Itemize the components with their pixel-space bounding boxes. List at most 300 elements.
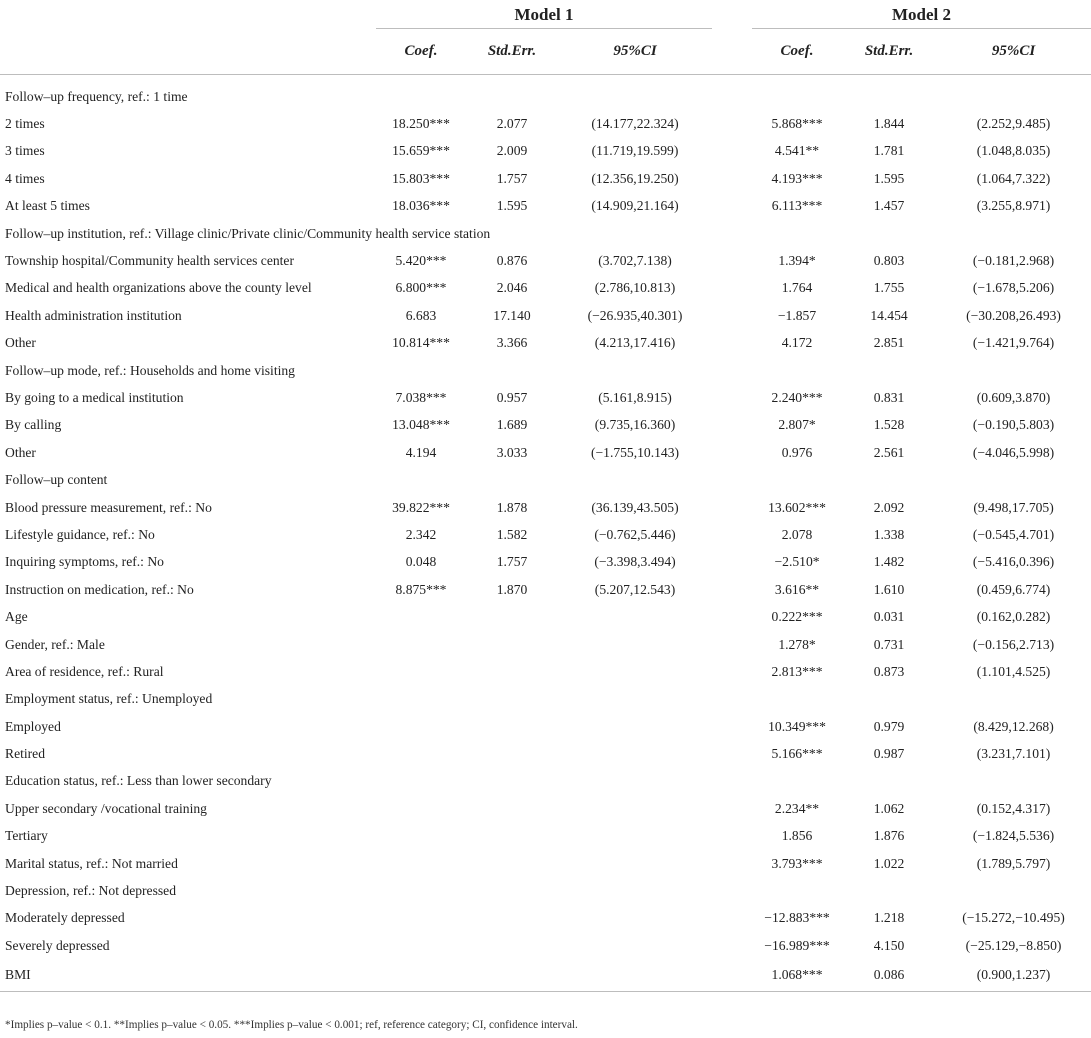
model2-coef: 6.113*** — [771, 198, 823, 214]
model2-stderr — [842, 75, 936, 111]
model2-ci: (−5.416,0.396) — [972, 554, 1055, 570]
column-gap — [712, 247, 752, 274]
model2-ci: (0.609,3.870) — [976, 389, 1051, 405]
model1-stderr-header: Std.Err. — [466, 29, 558, 75]
model2-ci — [936, 686, 1091, 713]
model2-coef: 4.541** — [774, 143, 820, 159]
column-gap — [712, 823, 752, 850]
model2-stderr: 1.062 — [873, 800, 905, 816]
model2-ci: (−25.129,−8.850) — [965, 937, 1062, 953]
row-label: Health administration institution — [5, 307, 182, 323]
model2-stderr: 1.338 — [873, 526, 905, 542]
model2-coef: 4.172 — [781, 335, 813, 351]
table-row — [0, 877, 1091, 904]
model2-stderr — [842, 877, 936, 904]
table-row — [0, 247, 1091, 274]
model2-coef: 3.616** — [774, 581, 820, 597]
model2-stderr — [842, 220, 936, 247]
table-row — [0, 960, 1091, 992]
model2-ci: (2.252,9.485) — [976, 116, 1051, 132]
table-footnote: *Implies p–value < 0.1. **Implies p–value < 0.05. ***Implies p–value < 0.001; ref, reference category; CI, confidence interval. — [5, 1019, 578, 1031]
column-gap — [712, 850, 752, 877]
model1-ci — [558, 932, 712, 959]
model2-stderr-header: Std.Err. — [842, 29, 936, 75]
table-row — [0, 330, 1091, 357]
model1-stderr: 1.595 — [496, 198, 528, 214]
model2-stderr: 1.610 — [873, 581, 905, 597]
model1-header: Model 1 — [376, 0, 712, 29]
model2-coef: 13.602*** — [768, 499, 826, 515]
column-gap — [712, 193, 752, 220]
row-label: Follow–up content — [5, 472, 108, 488]
model2-stderr: 0.979 — [873, 718, 905, 734]
model2-stderr: 2.092 — [873, 499, 905, 515]
model1-ci — [558, 823, 712, 850]
model1-ci — [558, 631, 712, 658]
model2-coef: 1.068*** — [752, 960, 842, 992]
table-row — [0, 631, 1091, 658]
table-row — [0, 220, 1091, 247]
model2-stderr — [842, 357, 936, 384]
model1-ci — [558, 658, 712, 685]
model1-coef: 18.250*** — [392, 116, 450, 132]
column-gap — [712, 412, 752, 439]
model1-ci: (−26.935,40.301) — [587, 307, 683, 323]
model1-coef: 2.342 — [405, 526, 437, 542]
model1-ci — [558, 713, 712, 740]
model1-ci — [558, 905, 712, 932]
model2-ci: (3.255,8.971) — [976, 198, 1051, 214]
model1-coef — [376, 658, 466, 685]
model2-coef: 1.278* — [778, 636, 816, 652]
model2-coef: −16.989*** — [764, 937, 830, 953]
table-row — [0, 302, 1091, 329]
model1-coef — [376, 713, 466, 740]
header-blank — [0, 0, 376, 29]
model1-stderr — [466, 686, 558, 713]
model1-coef — [376, 905, 466, 932]
row-label: Marital status, ref.: Not married — [5, 855, 178, 871]
model1-coef: 5.420*** — [395, 253, 447, 269]
column-gap — [712, 658, 752, 685]
model2-ci: (1.101,4.525) — [976, 663, 1051, 679]
model1-ci: (12.356,19.250) — [591, 170, 679, 186]
model1-stderr: 1.757 — [496, 170, 528, 186]
model2-ci: (1.789,5.797) — [976, 855, 1051, 871]
model1-coef: 6.800*** — [395, 280, 447, 296]
model2-ci — [936, 75, 1091, 111]
model2-ci: (0.459,6.774) — [976, 581, 1051, 597]
model1-coef: 13.048*** — [392, 417, 450, 433]
table-row — [0, 193, 1091, 220]
model1-stderr: 0.876 — [496, 253, 528, 269]
model2-coef — [752, 75, 842, 111]
model1-coef: 39.822*** — [392, 499, 450, 515]
model1-ci — [558, 740, 712, 767]
model1-stderr — [466, 795, 558, 822]
table-row — [0, 110, 1091, 137]
model1-stderr — [466, 740, 558, 767]
model2-coef: 5.166*** — [771, 746, 823, 762]
model1-ci: (14.177,22.324) — [591, 116, 679, 132]
column-gap — [712, 330, 752, 357]
model2-ci: (0.900,1.237) — [936, 960, 1091, 992]
model2-ci: (−0.545,4.701) — [972, 526, 1055, 542]
model2-ci: (−4.046,5.998) — [972, 444, 1055, 460]
model1-coef: 10.814*** — [392, 335, 450, 351]
model1-stderr: 2.046 — [496, 280, 528, 296]
model1-stderr — [466, 905, 558, 932]
row-label: Area of residence, ref.: Rural — [5, 663, 164, 679]
column-gap — [712, 384, 752, 411]
model2-stderr: 0.987 — [873, 746, 905, 762]
model1-coef — [376, 932, 466, 959]
model1-stderr — [466, 877, 558, 904]
header-blank — [0, 29, 376, 75]
model2-coef: 3.793*** — [771, 855, 823, 871]
column-gap — [712, 494, 752, 521]
row-label: At least 5 times — [5, 198, 90, 214]
column-gap — [712, 713, 752, 740]
model1-coef — [376, 357, 466, 384]
model1-stderr: 3.366 — [496, 335, 528, 351]
model2-stderr: 0.031 — [873, 609, 905, 625]
model1-coef — [376, 740, 466, 767]
model1-coef — [376, 823, 466, 850]
model1-coef: 15.803*** — [392, 170, 450, 186]
model1-stderr — [466, 603, 558, 630]
table-row — [0, 165, 1091, 192]
column-gap — [712, 466, 752, 493]
table-row — [0, 357, 1091, 384]
model2-ci — [936, 877, 1091, 904]
model1-ci — [558, 686, 712, 713]
model2-stderr: 0.731 — [873, 636, 905, 652]
table-row — [0, 466, 1091, 493]
table-row — [0, 75, 1091, 111]
row-label: 4 times — [5, 170, 45, 186]
row-label: Lifestyle guidance, ref.: No — [5, 526, 155, 542]
row-label: Depression, ref.: Not depressed — [5, 883, 177, 899]
model1-stderr: 1.870 — [496, 581, 528, 597]
model2-stderr: 2.561 — [873, 444, 905, 460]
table-row — [0, 795, 1091, 822]
model1-ci: (2.786,10.813) — [594, 280, 676, 296]
model2-ci: (−1.421,9.764) — [972, 335, 1055, 351]
row-label: Blood pressure measurement, ref.: No — [5, 499, 212, 515]
model1-ci — [558, 960, 712, 992]
table-row — [0, 658, 1091, 685]
model1-ci — [558, 357, 712, 384]
model1-stderr — [466, 713, 558, 740]
model2-coef: 4.193*** — [771, 170, 823, 186]
model1-stderr: 17.140 — [493, 307, 531, 323]
model1-ci — [558, 877, 712, 904]
model2-coef — [752, 768, 842, 795]
model2-coef: 1.394* — [778, 253, 816, 269]
column-gap — [712, 795, 752, 822]
model2-coef: 2.234** — [774, 800, 820, 816]
model2-ci: (−15.272,−10.495) — [962, 910, 1065, 926]
model2-ci: (0.152,4.317) — [976, 800, 1051, 816]
model1-ci — [558, 75, 712, 111]
model1-stderr: 2.009 — [496, 143, 528, 159]
model1-coef — [376, 877, 466, 904]
model2-stderr: 1.482 — [873, 554, 905, 570]
model1-coef: 7.038*** — [395, 389, 447, 405]
column-gap — [712, 932, 752, 959]
model2-ci-header: 95%CI — [936, 29, 1091, 75]
header-gap — [712, 29, 752, 75]
column-gap — [712, 75, 752, 111]
model1-ci — [558, 220, 712, 247]
column-gap — [712, 576, 752, 603]
table-row — [0, 275, 1091, 302]
model2-coef: 2.240*** — [771, 389, 823, 405]
row-label: Employed — [5, 718, 61, 734]
model1-ci: (36.139,43.505) — [591, 499, 679, 515]
table-row — [0, 521, 1091, 548]
model2-stderr: 0.803 — [873, 253, 905, 269]
model1-coef — [376, 686, 466, 713]
column-gap — [712, 905, 752, 932]
model2-coef — [752, 466, 842, 493]
model1-coef — [376, 631, 466, 658]
model2-coef: −2.510* — [774, 554, 820, 570]
model2-stderr: 0.831 — [873, 389, 905, 405]
model2-stderr: 2.851 — [873, 335, 905, 351]
model2-ci: (−1.824,5.536) — [972, 828, 1055, 844]
row-label: Other — [5, 335, 36, 351]
column-gap — [712, 439, 752, 466]
model2-stderr: 1.528 — [873, 417, 905, 433]
model2-stderr: 1.876 — [873, 828, 905, 844]
model2-coef: −1.857 — [777, 307, 817, 323]
model2-coef: 10.349*** — [768, 718, 826, 734]
model2-coef: 1.856 — [781, 828, 813, 844]
model2-coef: −12.883*** — [764, 910, 830, 926]
model1-ci: (9.735,16.360) — [594, 417, 676, 433]
column-gap — [712, 740, 752, 767]
model2-ci: (1.064,7.322) — [976, 170, 1051, 186]
table-row — [0, 384, 1091, 411]
column-gap — [712, 768, 752, 795]
column-gap — [712, 302, 752, 329]
table-row — [0, 740, 1091, 767]
row-label: Severely depressed — [5, 937, 110, 953]
model1-stderr — [466, 823, 558, 850]
row-label: Follow–up frequency, ref.: 1 time — [5, 88, 188, 104]
model1-coef — [376, 75, 466, 111]
column-gap — [712, 275, 752, 302]
table-row — [0, 576, 1091, 603]
row-label: Other — [5, 444, 36, 460]
row-label: Upper secondary /vocational training — [5, 800, 207, 816]
column-gap — [712, 110, 752, 137]
model2-stderr: 0.873 — [873, 663, 905, 679]
table-header — [0, 0, 1091, 75]
model1-stderr — [466, 357, 558, 384]
model2-stderr: 1.595 — [873, 170, 905, 186]
table-row — [0, 905, 1091, 932]
column-gap — [712, 549, 752, 576]
table-row — [0, 494, 1091, 521]
row-label: 3 times — [5, 143, 45, 159]
model2-stderr: 4.150 — [873, 937, 905, 953]
model1-ci: (−0.762,5.446) — [594, 526, 676, 542]
column-gap — [712, 138, 752, 165]
model1-ci — [558, 795, 712, 822]
model1-stderr — [466, 631, 558, 658]
model1-ci: (−1.755,10.143) — [590, 444, 680, 460]
model2-ci: (9.498,17.705) — [973, 499, 1054, 515]
model2-ci: (1.048,8.035) — [976, 143, 1051, 159]
column-gap — [712, 603, 752, 630]
model1-stderr: 1.757 — [496, 554, 528, 570]
model2-coef: 2.813*** — [771, 663, 823, 679]
model1-ci: (11.719,19.599) — [591, 143, 679, 159]
model1-stderr: 0.957 — [496, 389, 528, 405]
model2-coef: 2.078 — [781, 526, 813, 542]
table-row — [0, 823, 1091, 850]
header-gap — [712, 0, 752, 29]
row-label: By calling — [5, 417, 62, 433]
row-label: Follow–up mode, ref.: Households and home visiting — [5, 362, 295, 378]
model2-stderr — [842, 686, 936, 713]
model2-coef: 1.764 — [781, 280, 813, 296]
model1-stderr — [466, 850, 558, 877]
model1-coef — [376, 603, 466, 630]
row-label: Follow–up institution, ref.: Village clinic/Private clinic/Community health service station — [5, 225, 491, 241]
column-gap — [712, 220, 752, 247]
table-row — [0, 932, 1091, 959]
table-row — [0, 850, 1091, 877]
row-label: Gender, ref.: Male — [5, 636, 105, 652]
model1-ci — [558, 603, 712, 630]
model1-coef — [376, 850, 466, 877]
model2-coef — [752, 357, 842, 384]
model1-coef — [376, 795, 466, 822]
model1-stderr — [466, 768, 558, 795]
model2-ci — [936, 357, 1091, 384]
model1-coef: 4.194 — [405, 444, 437, 460]
column-gap — [712, 521, 752, 548]
model2-stderr: 1.755 — [873, 280, 905, 296]
column-gap — [712, 631, 752, 658]
model2-ci — [936, 220, 1091, 247]
model1-ci-header: 95%CI — [558, 29, 712, 75]
model2-stderr — [842, 466, 936, 493]
row-label: Instruction on medication, ref.: No — [5, 581, 194, 597]
model2-ci: (8.429,12.268) — [973, 718, 1054, 734]
model2-coef: 0.976 — [781, 444, 813, 460]
model1-stderr: 1.878 — [496, 499, 528, 515]
model1-stderr: 3.033 — [496, 444, 528, 460]
model2-ci — [936, 466, 1091, 493]
model1-ci — [558, 466, 712, 493]
model2-stderr: 0.086 — [842, 960, 936, 992]
model2-coef: 5.868*** — [771, 116, 823, 132]
column-gap — [712, 686, 752, 713]
table-row — [0, 686, 1091, 713]
model2-stderr: 1.022 — [873, 855, 905, 871]
model1-coef: 0.048 — [405, 554, 437, 570]
row-label: By going to a medical institution — [5, 389, 184, 405]
model1-coef: 18.036*** — [392, 198, 450, 214]
row-label: Employment status, ref.: Unemployed — [5, 691, 213, 707]
row-label: 2 times — [5, 116, 45, 132]
model1-ci — [558, 768, 712, 795]
row-label: BMI — [0, 960, 376, 992]
model2-ci: (−0.181,2.968) — [972, 253, 1055, 269]
model1-stderr — [466, 75, 558, 111]
model1-ci: (14.909,21.164) — [591, 198, 679, 214]
model1-coef-header: Coef. — [376, 29, 466, 75]
model2-stderr: 1.844 — [873, 116, 905, 132]
model1-coef — [376, 466, 466, 493]
row-label: Moderately depressed — [5, 910, 125, 926]
table-row — [0, 603, 1091, 630]
model1-ci: (5.207,12.543) — [594, 581, 676, 597]
table-row — [0, 412, 1091, 439]
column-gap — [712, 165, 752, 192]
model1-ci: (4.213,17.416) — [594, 335, 676, 351]
model2-coef — [752, 686, 842, 713]
table-row — [0, 768, 1091, 795]
model2-ci: (−0.190,5.803) — [972, 417, 1055, 433]
column-gap — [712, 877, 752, 904]
model1-ci — [558, 850, 712, 877]
column-gap — [712, 960, 752, 992]
model1-ci: (5.161,8.915) — [598, 389, 672, 405]
model1-coef — [376, 768, 466, 795]
table-row — [0, 713, 1091, 740]
model1-coef: 8.875*** — [395, 581, 447, 597]
table-row — [0, 138, 1091, 165]
table-row — [0, 549, 1091, 576]
model1-coef — [376, 960, 466, 992]
model1-stderr: 1.689 — [496, 417, 528, 433]
model2-ci: (3.231,7.101) — [976, 746, 1051, 762]
model2-ci — [936, 768, 1091, 795]
row-label: Medical and health organizations above the county level — [5, 280, 312, 296]
model1-coef: 6.683 — [405, 307, 437, 323]
model1-stderr: 2.077 — [496, 116, 528, 132]
model2-stderr: 1.218 — [873, 910, 905, 926]
model2-header: Model 2 — [752, 0, 1091, 29]
model2-stderr: 1.457 — [873, 198, 905, 214]
model2-coef — [752, 877, 842, 904]
model1-stderr — [466, 466, 558, 493]
table-body — [0, 75, 1091, 992]
model2-ci: (0.162,0.282) — [976, 609, 1051, 625]
model2-coef: 2.807* — [778, 417, 816, 433]
model2-stderr — [842, 768, 936, 795]
row-label: Age — [5, 609, 28, 625]
model2-coef-header: Coef. — [752, 29, 842, 75]
model1-ci: (3.702,7.138) — [598, 253, 672, 269]
row-label: Township hospital/Community health services center — [5, 253, 294, 269]
column-gap — [712, 357, 752, 384]
model1-coef: 15.659*** — [392, 143, 450, 159]
table-row — [0, 439, 1091, 466]
model2-ci: (−0.156,2.713) — [972, 636, 1055, 652]
model2-stderr: 1.781 — [873, 143, 905, 159]
model2-ci: (−1.678,5.206) — [972, 280, 1055, 296]
model2-ci: (−30.208,26.493) — [966, 307, 1061, 323]
model1-stderr — [466, 658, 558, 685]
model2-stderr: 14.454 — [870, 307, 908, 323]
